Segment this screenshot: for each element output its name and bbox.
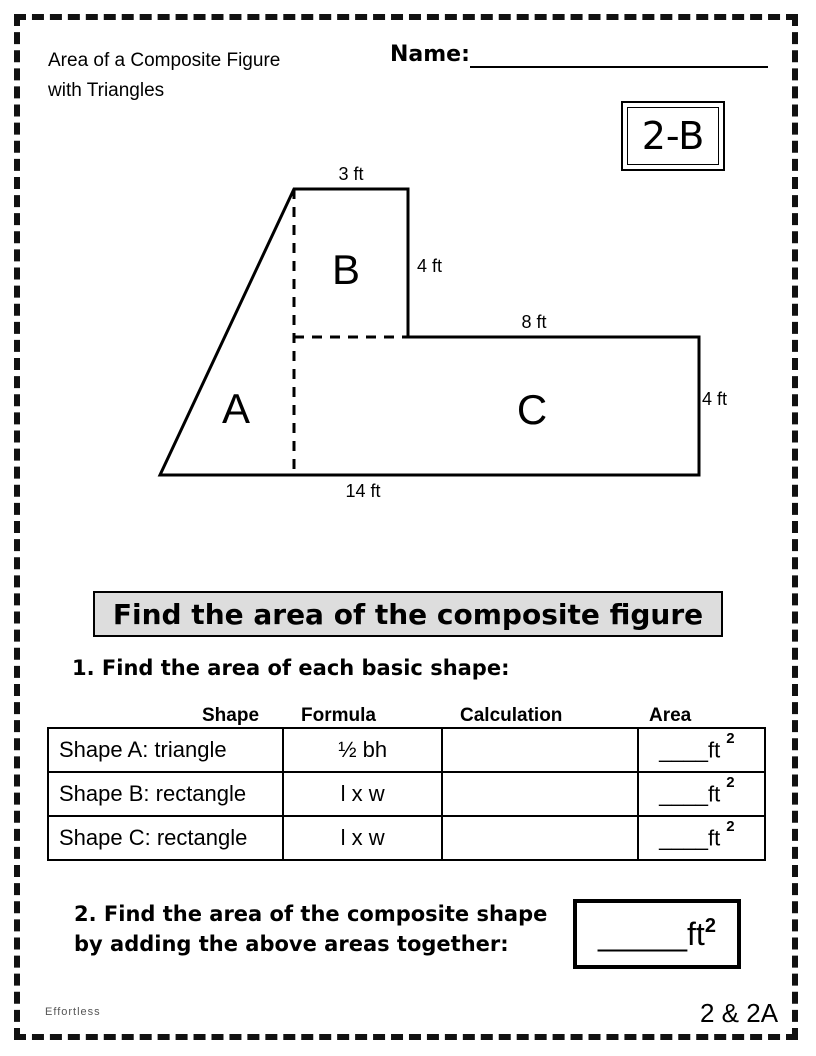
question-2-line-2: by adding the above areas together:: [74, 932, 509, 956]
label-c-top-8ft: 8 ft: [521, 312, 547, 332]
area-blank: ____ft: [659, 825, 721, 851]
worksheet-code: 2-B: [627, 107, 719, 165]
instruction-banner: Find the area of the composite figure: [93, 591, 723, 637]
label-top-3ft: 3 ft: [338, 164, 364, 184]
header-calculation: Calculation: [460, 705, 563, 726]
header-area: Area: [649, 705, 692, 726]
label-b-side-4ft: 4 ft: [417, 256, 443, 276]
calculation-cell[interactable]: [442, 728, 638, 772]
figure-outline: [160, 189, 699, 475]
header-formula: Formula: [301, 705, 376, 726]
shape-letter-b: B: [331, 246, 361, 293]
area-blank: ____ft: [659, 737, 721, 763]
title-line-1: Area of a Composite Figure: [48, 50, 281, 71]
brand-text: Effortless: [45, 1006, 101, 1018]
question-2-line-1: 2. Find the area of the composite shape: [74, 902, 548, 926]
total-area-exponent: 2: [704, 914, 716, 937]
shape-cell: Shape B: rectangle: [48, 772, 283, 816]
formula-cell: ½ bh: [283, 728, 441, 772]
label-bottom-14ft: 14 ft: [345, 481, 381, 501]
total-area-answer-box[interactable]: [573, 899, 741, 969]
header-shape: Shape: [202, 705, 260, 726]
name-label: Name:: [390, 42, 470, 67]
formula-cell: l x w: [283, 816, 441, 860]
question-1: 1. Find the area of each basic shape:: [72, 656, 510, 680]
shape-cell: Shape A: triangle: [48, 728, 283, 772]
page-number: 2 & 2A: [700, 998, 779, 1028]
area-exponent: 2: [726, 818, 735, 836]
shape-letter-a: A: [221, 385, 251, 432]
area-cell[interactable]: [638, 728, 765, 772]
area-exponent: 2: [726, 730, 735, 748]
area-blank: ____ft: [659, 781, 721, 807]
shapes-table: [47, 727, 766, 861]
table-row: [48, 772, 765, 816]
table-row: [48, 728, 765, 772]
shape-cell: Shape C: rectangle: [48, 816, 283, 860]
shape-letter-c: C: [516, 386, 548, 433]
area-cell[interactable]: [638, 816, 765, 860]
total-area-blank: _____ft: [598, 915, 705, 952]
area-cell[interactable]: [638, 772, 765, 816]
calculation-cell[interactable]: [442, 816, 638, 860]
formula-cell: l x w: [283, 772, 441, 816]
table-row: [48, 816, 765, 860]
label-c-side-4ft: 4 ft: [702, 389, 728, 409]
title-line-2: with Triangles: [48, 80, 165, 101]
calculation-cell[interactable]: [442, 772, 638, 816]
question-2: [74, 899, 547, 959]
area-exponent: 2: [726, 774, 735, 792]
